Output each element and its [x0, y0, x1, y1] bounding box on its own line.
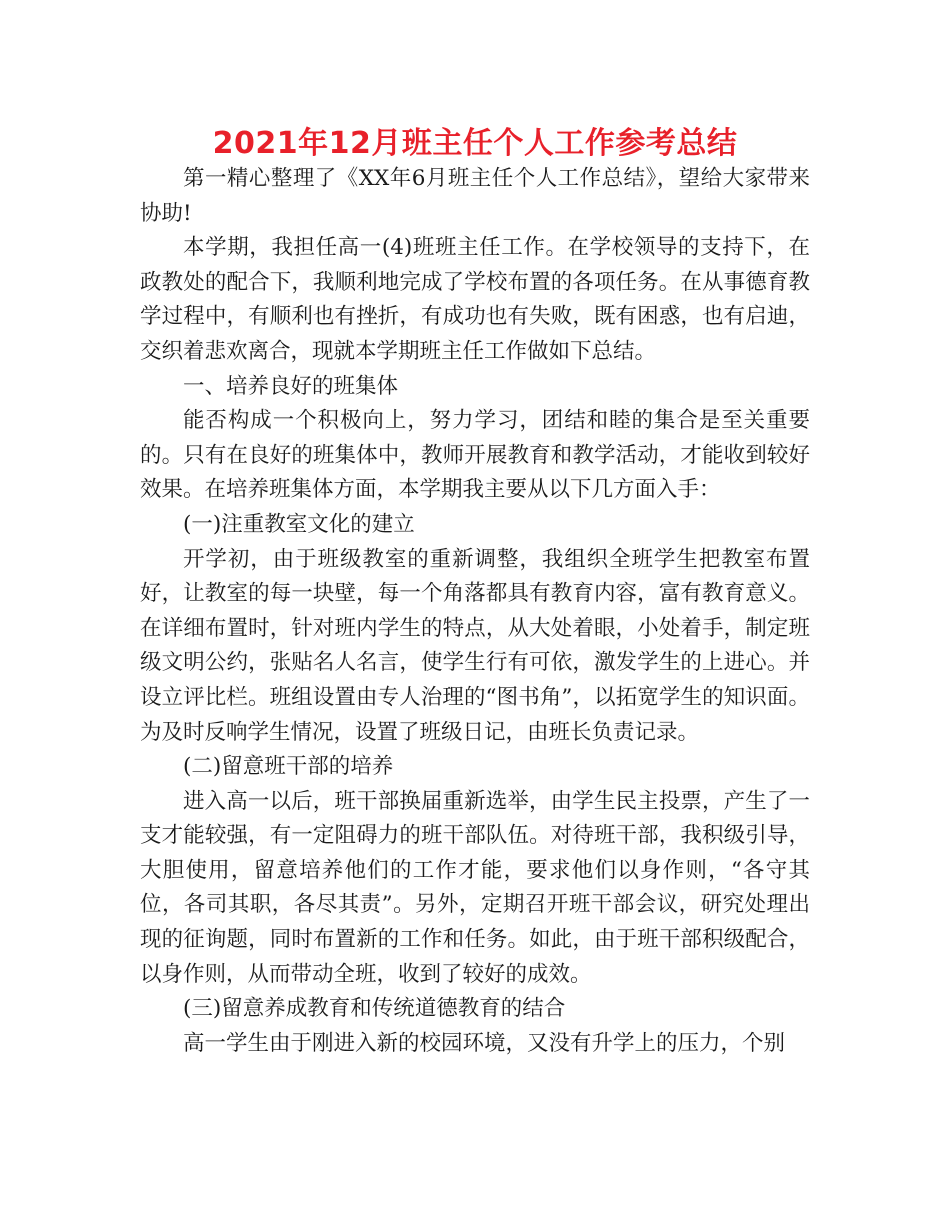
section-heading: (一)注重教室文化的建立 [183, 511, 415, 537]
paragraph: 进入高一以后，班干部换届重新选举，由学生民主投票，产生了一支才能较强，有一定阻碍力的班干部队伍。对待班干部，我积级引导，大胆使用，留意培养他们的工作才能，要求他们以身作则，“各守其位，各司其职，各尽其责”。另外，定期召开班干部会议，研究处理出现的征询题，同时布置新的工作和任务。如此，由于班干部积级配合，以身作则，从而带动全班，收到了较好的成效。 [140, 788, 810, 987]
document-title: 2021年12月班主任个人工作参考总结 [212, 126, 738, 161]
paragraph: 第一精心整理了《XX年6月班主任个人工作总结》，望给大家带来协助! [140, 166, 810, 226]
section-heading: (三)留意养成教育和传统道德教育的结合 [183, 996, 566, 1022]
document-body [140, 162, 810, 1061]
section-heading: 一、培养良好的班集体 [183, 373, 399, 399]
paragraph: 开学初，由于班级教室的重新调整，我组织全班学生把教室布置好，让教室的每一块壁，每一个角落都具有教育内容，富有教育意义。在详细布置时，针对班内学生的特点，从大处着眼，小处着手，制定班级文明公约，张贴名人名言，使学生行有可依，激发学生的上进心。并设立评比栏。班组设置由专人治理的“图书角”，以拓宽学生的知识面。为及时反响学生情况，设置了班级日记，由班长负责记录。 [140, 546, 810, 745]
section-heading: (二)留意班干部的培养 [183, 754, 394, 780]
paragraph: 能否构成一个积极向上，努力学习，团结和睦的集合是至关重要的。只有在良好的班集体中，教师开展教育和教学活动，才能收到较好效果。在培养班集体方面，本学期我主要从以下几方面入手： [140, 408, 810, 503]
paragraph: 本学期，我担任高一(4)班班主任工作。在学校领导的支持下，在政教处的配合下，我顺利地完成了学校布置的各项任务。在从事德育教学过程中，有顺利也有挫折，有成功也有失败，既有困惑，也有启迪，交织着悲欢离合，现就本学期班主任工作做如下总结。 [140, 235, 810, 364]
paragraph: 高一学生由于刚进入新的校园环境，又没有升学上的压力，个别 [183, 1030, 786, 1056]
